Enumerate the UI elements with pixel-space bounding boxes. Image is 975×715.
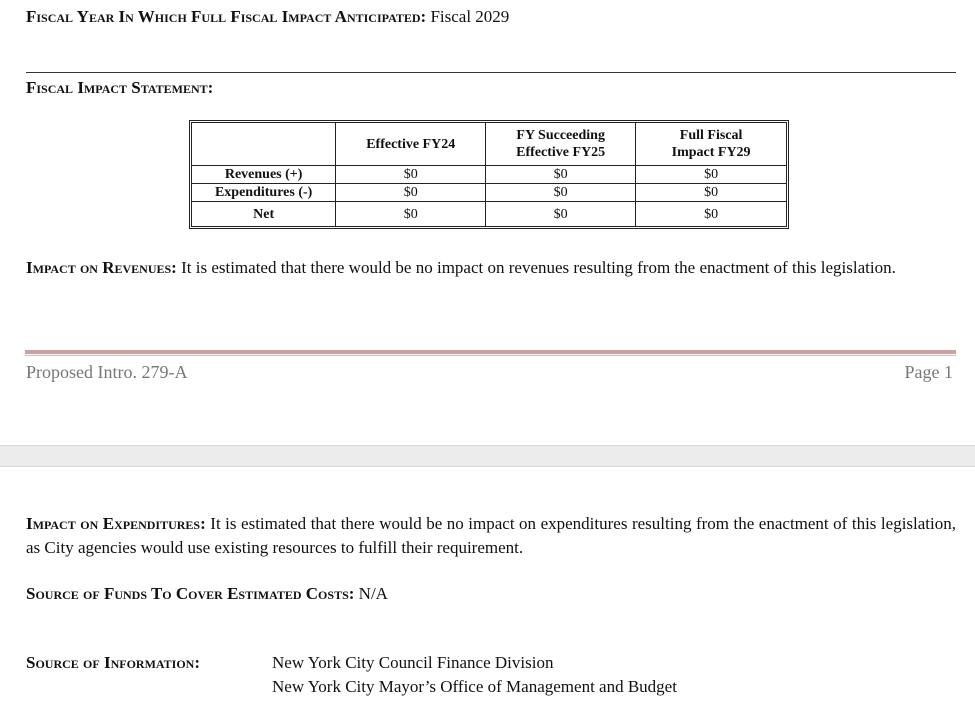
- impact-expenditures-paragraph: [26, 512, 956, 560]
- fiscal-statement-heading: Fiscal Impact Statement:: [26, 78, 214, 97]
- source-of-information-item: New York City Mayor’s Office of Management and Budget: [272, 677, 677, 696]
- table-header-cell: [336, 123, 486, 166]
- footer-document-title: Proposed Intro. 279-A: [26, 362, 188, 382]
- table-row: [192, 166, 786, 184]
- table-cell: $0: [486, 202, 636, 226]
- table-cell: $0: [704, 206, 719, 222]
- table-cell: $0: [486, 184, 636, 202]
- source-of-information-item: New York City Council Finance Division: [272, 653, 554, 672]
- table-cell: $0: [486, 166, 636, 184]
- impact-revenues-paragraph: [26, 256, 956, 280]
- impact-revenues-label: Impact on Revenues:: [26, 258, 177, 277]
- impact-revenues-text: It is estimated that there would be no impact on revenues resulting from the enactment of this legislation.: [181, 258, 896, 277]
- table-header-empty: [192, 123, 336, 166]
- footer-rule: [25, 350, 956, 354]
- page-break-gap: [0, 445, 975, 467]
- footer-page-number: Page 1: [904, 362, 953, 382]
- source-of-information-label: Source of Information:: [26, 653, 201, 672]
- source-of-information-block: [26, 651, 677, 699]
- source-of-information-values: [272, 651, 677, 699]
- table-row: [192, 184, 786, 202]
- header-text: FY Succeeding: [516, 128, 605, 143]
- impact-expenditures-text: It is estimated that there would be no impact on expenditures resulting from the enactment of this legislation, as City agencies would use existing resources to fulfill their requirement.: [26, 514, 956, 557]
- header-text: Effective FY25: [516, 145, 606, 160]
- table-row: [192, 202, 786, 226]
- table-cell: $0: [336, 184, 486, 202]
- source-of-funds-label: Source of Funds To Cover Estimated Costs:: [26, 584, 355, 603]
- table-cell: $0: [336, 166, 486, 184]
- full-impact-label: Fiscal Year In Which Full Fiscal Impact Anticipated:: [26, 7, 427, 26]
- header-text: Impact FY29: [671, 145, 751, 160]
- header-text: Effective FY24: [366, 136, 456, 152]
- fiscal-impact-table-wrap: [189, 120, 789, 229]
- table-cell: $0: [336, 202, 486, 226]
- full-impact-line: [26, 7, 509, 27]
- header-text: Full Fiscal: [679, 128, 743, 143]
- table-cell: $0: [636, 166, 786, 184]
- row-label: Expenditures (-): [192, 184, 336, 202]
- source-of-funds-value: N/A: [358, 584, 388, 603]
- section-divider: [26, 72, 956, 73]
- table-header-cell: [486, 123, 636, 166]
- fiscal-impact-table: [189, 120, 789, 229]
- row-label: Revenues (+): [192, 166, 336, 184]
- full-impact-value: Fiscal 2029: [430, 7, 510, 26]
- source-of-funds-line: [26, 584, 388, 604]
- footer-rule-thin: [25, 355, 956, 356]
- impact-expenditures-label: Impact on Expenditures:: [26, 514, 206, 533]
- row-label: Net: [192, 202, 336, 226]
- table-cell: $0: [636, 184, 786, 202]
- table-header-cell: [636, 123, 786, 166]
- table-header-row: [192, 123, 786, 166]
